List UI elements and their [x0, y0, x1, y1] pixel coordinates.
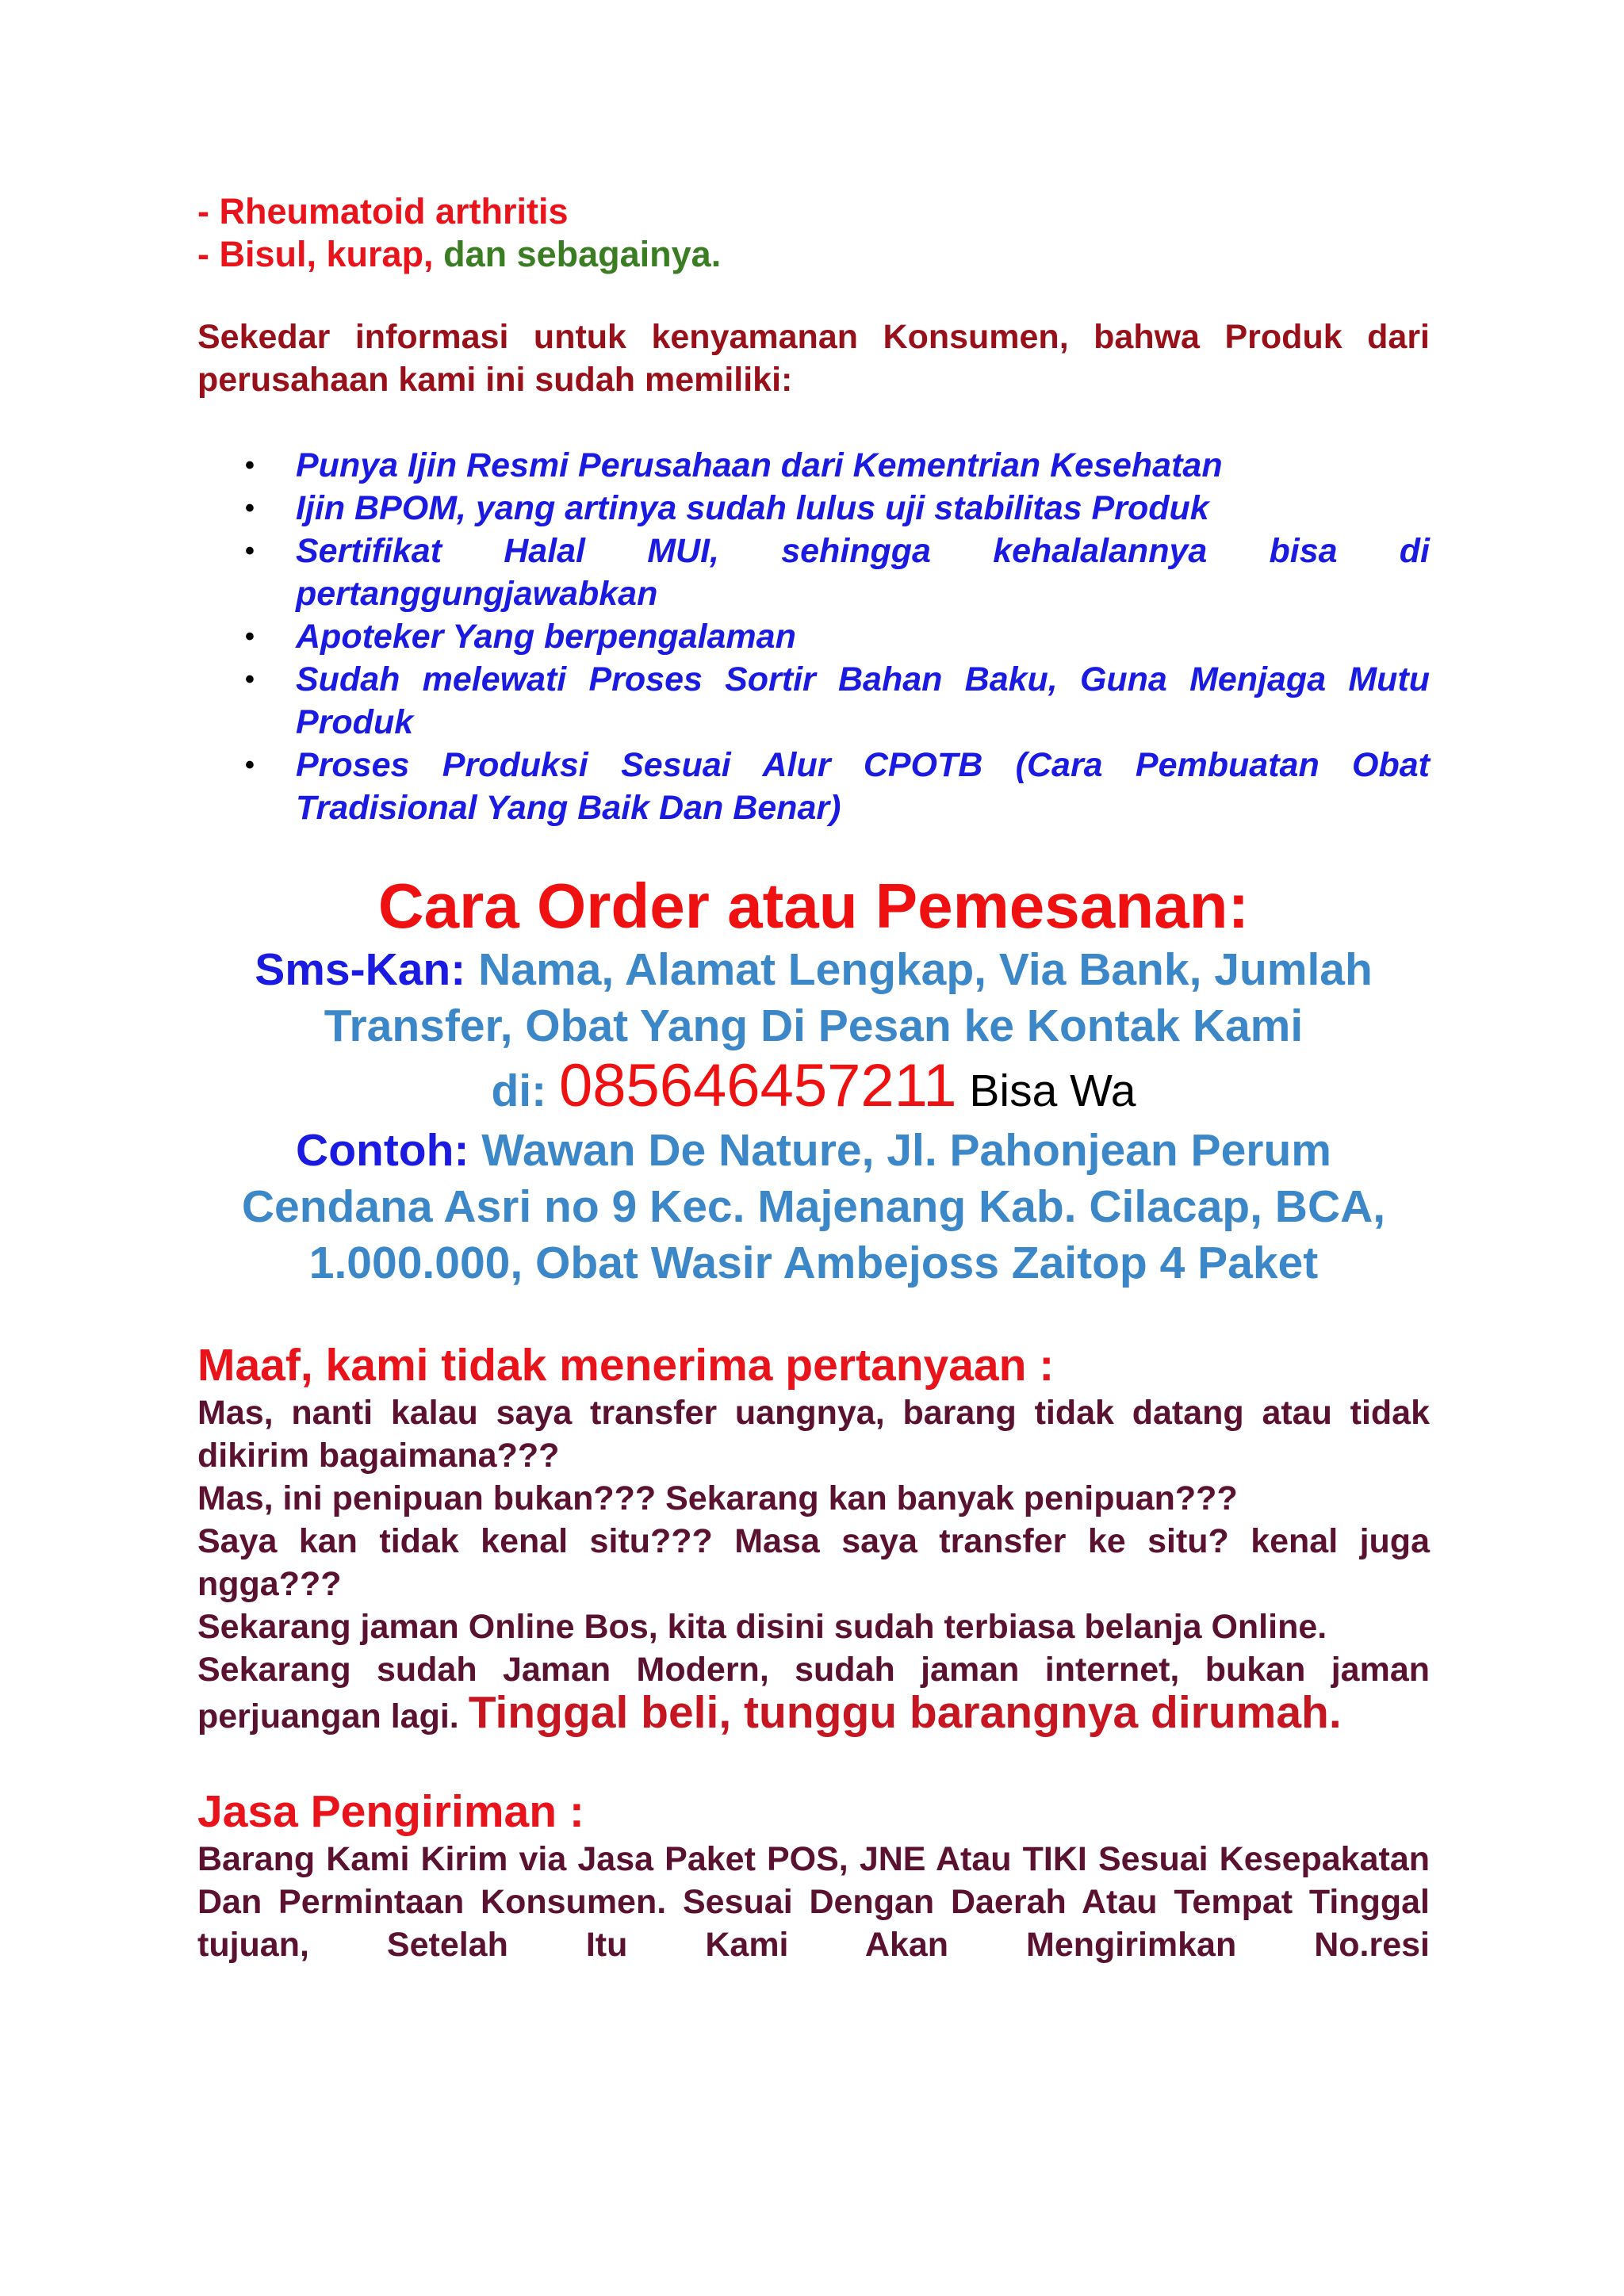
faq-question-3: Saya kan tidak kenal situ??? Masa saya transfer ke situ? kenal juga ngga??? [197, 1522, 1430, 1603]
list-item-text: Sertifikat Halal MUI, sehingga kehalalannya bisa di pertanggungjawabkan [296, 532, 1430, 613]
example-text: Wawan De Nature, Jl. Pahonjean Perum Cendana Asri no 9 Kec. Majenang Kab. Cilacap, BCA, 1.000.000, Obat Wasir Ambejoss Zaitop 4 Paket [241, 1125, 1386, 1288]
faq-title: Maaf, kami tidak menerima pertanyaan : [197, 1340, 1055, 1391]
order-contact-line [197, 1054, 1430, 1123]
bullet-icon: • [245, 536, 255, 566]
faq-answer-1: Sekarang jaman Online Bos, kita disini sudah terbiasa belanja Online. [197, 1608, 1327, 1646]
list-item [197, 615, 1430, 658]
bullet-icon: • [245, 664, 255, 695]
shipping-title: Jasa Pengiriman : [197, 1786, 584, 1837]
list-item [197, 744, 1430, 829]
list-item-text: Sudah melewati Proses Sortir Bahan Baku, Guna Menjaga Mutu Produk [296, 660, 1430, 741]
faq-question-2: Mas, ini penipuan bukan??? Sekarang kan banyak penipuan??? [197, 1479, 1238, 1517]
order-sms-instruction [197, 942, 1430, 1054]
order-example [197, 1123, 1430, 1292]
order-title: Cara Order atau Pemesanan: [377, 871, 1250, 941]
example-label: Contoh: [296, 1125, 469, 1176]
bullet-icon: • [245, 622, 255, 652]
document-page [197, 190, 1430, 1966]
bullet-icon: • [245, 750, 255, 780]
condition-bisul-red: - Bisul, kurap, [197, 234, 434, 274]
contact-di-label: di: [491, 1066, 547, 1116]
phone-number: 085646457211 [558, 1052, 957, 1119]
sms-label: Sms-Kan: [255, 944, 466, 995]
condition-line-rheumatoid: - Rheumatoid arthritis [197, 191, 569, 232]
list-item [197, 487, 1430, 530]
faq-answer-emphasis: Tinggal beli, tunggu barangnya dirumah. [468, 1687, 1342, 1738]
list-item [197, 658, 1430, 744]
bullet-icon: • [245, 493, 255, 523]
condition-bisul-green: dan sebagainya. [443, 234, 722, 274]
whatsapp-note: Bisa Wa [969, 1066, 1136, 1116]
shipping-paragraph: Barang Kami Kirim via Jasa Paket POS, JNE Atau TIKI Sesuai Kesepakatan Dan Permintaan Konsumen. Sesuai Dengan Daerah Atau Tempat Tinggal tujuan, Setelah Itu Kami Akan Mengirimkan No.resi [197, 1840, 1430, 1964]
list-item-text: Punya Ijin Resmi Perusahaan dari Kementrian Kesehatan [296, 446, 1223, 484]
list-item-text: Ijin BPOM, yang artinya sudah lulus uji stabilitas Produk [296, 489, 1209, 527]
list-item [197, 530, 1430, 615]
list-item-text: Apoteker Yang berpengalaman [296, 618, 796, 656]
sms-text: Nama, Alamat Lengkap, Via Bank, Jumlah Transfer, Obat Yang Di Pesan ke Kontak Kami [324, 944, 1373, 1051]
faq-answer-2-text: Sekarang sudah Jaman Modern, sudah jaman internet, bukan jaman perjuangan lagi. [197, 1651, 1430, 1735]
condition-line-bisul [197, 233, 1430, 276]
faq-answer-2 [197, 1648, 1430, 1738]
faq-question-1: Mas, nanti kalau saya transfer uangnya, barang tidak datang atau tidak dikirim bagaimana??? [197, 1394, 1430, 1475]
list-item [197, 444, 1430, 487]
bullet-icon: • [245, 450, 255, 480]
certification-list [197, 444, 1430, 829]
list-item-text: Proses Produksi Sesuai Alur CPOTB (Cara Pembuatan Obat Tradisional Yang Baik Dan Benar) [296, 746, 1430, 827]
info-paragraph: Sekedar informasi untuk kenyamanan Konsumen, bahwa Produk dari perusahaan kami ini sudah memiliki: [197, 318, 1430, 399]
